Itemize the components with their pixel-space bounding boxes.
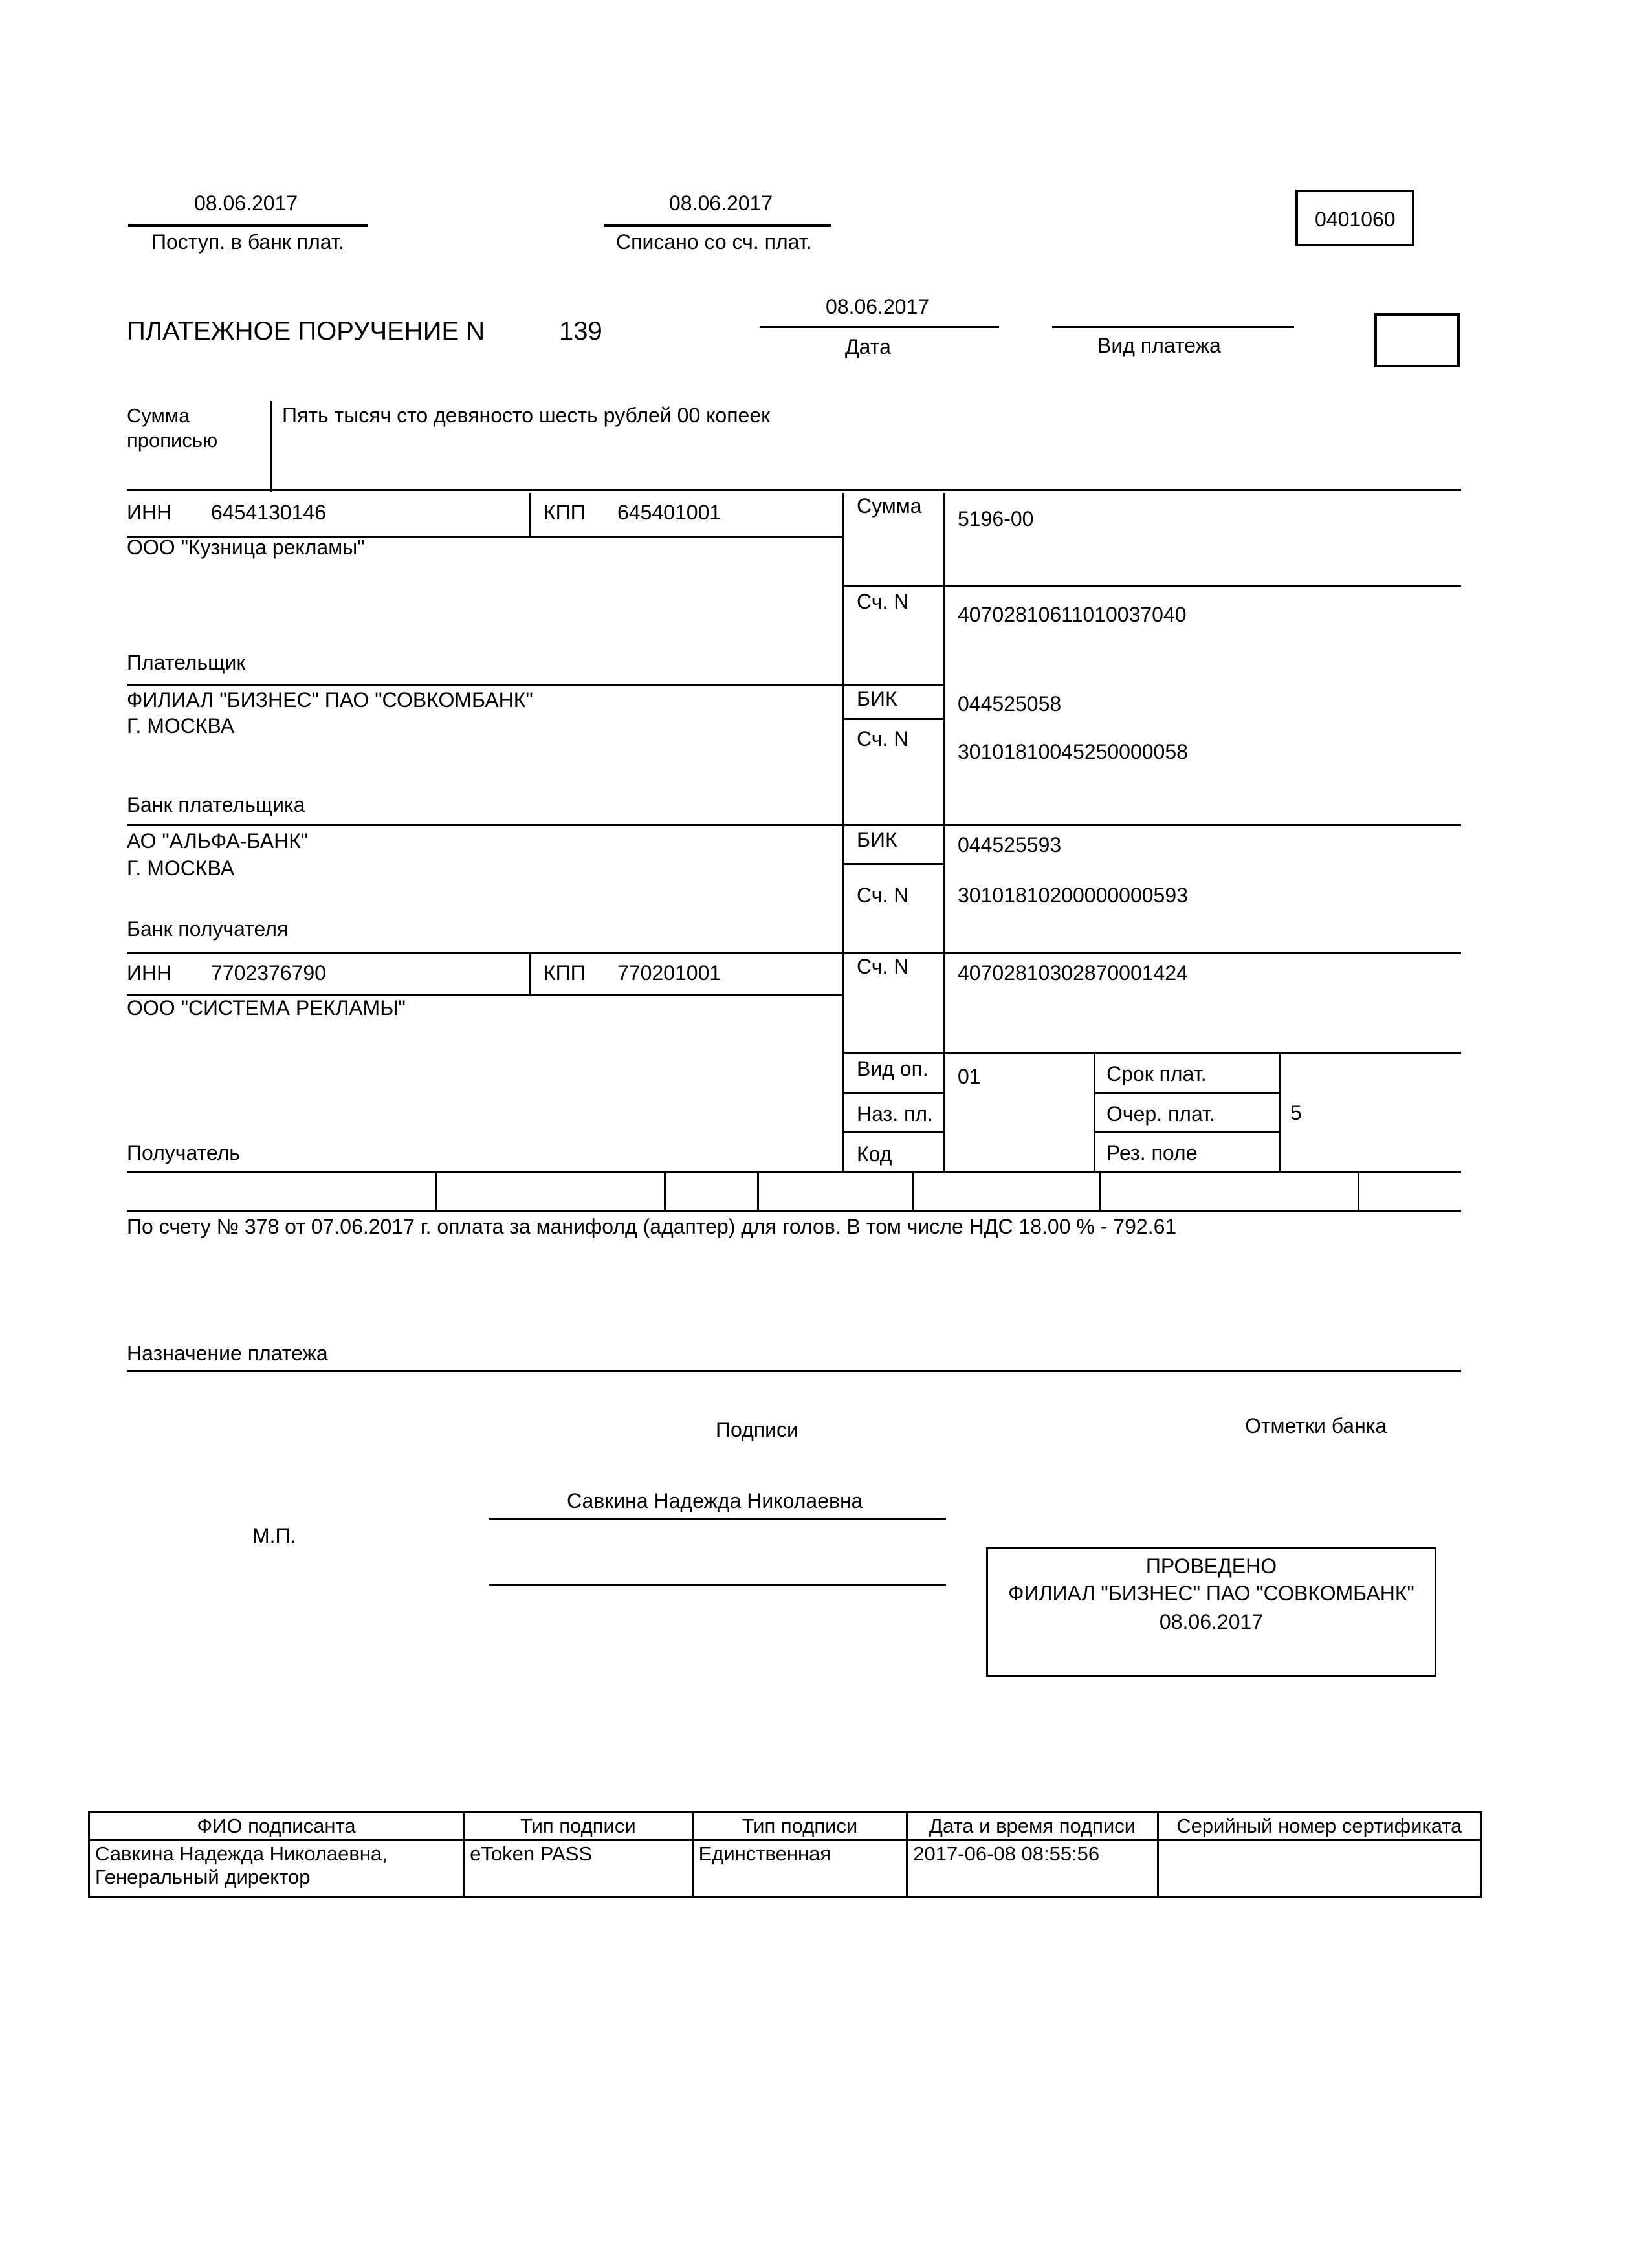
divider: [127, 1210, 1461, 1212]
divider: [1052, 326, 1294, 328]
signature-line: [489, 1584, 946, 1586]
order-number: 139: [559, 317, 602, 345]
signature-datetime-cell: 2017-06-08 08:55:56: [907, 1840, 1158, 1897]
divider: [943, 493, 945, 1172]
stamp-date: 08.06.2017: [1159, 1610, 1264, 1633]
payer-inn-label: ИНН: [127, 501, 172, 524]
divider: [760, 326, 999, 328]
divider: [128, 224, 368, 227]
purpose-label: Назначение платежа: [127, 1342, 328, 1365]
payer-name: ООО "Кузница рекламы": [127, 536, 365, 559]
priority-value: 5: [1290, 1101, 1302, 1124]
divider: [912, 1171, 914, 1211]
divider: [1279, 1052, 1281, 1172]
payee-bank-bik-label: БИК: [857, 828, 897, 851]
amount-words-label: Сумма прописью: [127, 404, 218, 452]
signer-position-cell: Генеральный директор: [95, 1866, 311, 1888]
purpose-text: По счету № 378 от 07.06.2017 г. оплата за манифолд (адаптер) для голов. В том числе НДС 18.00 % - 792.61: [127, 1215, 1177, 1238]
signature-type-cell: eToken PASS: [464, 1840, 692, 1897]
divider: [127, 824, 1461, 826]
payer-account-label: Сч. N: [857, 590, 909, 613]
column-header: Серийный номер сертификата: [1158, 1813, 1480, 1840]
divider: [1358, 1171, 1359, 1211]
reserve-label: Рез. поле: [1106, 1141, 1198, 1164]
divider: [127, 952, 1461, 954]
divider: [842, 1052, 1461, 1054]
divider: [842, 863, 945, 865]
sum-label: Сумма: [857, 494, 922, 518]
payer-label: Плательщик: [127, 651, 246, 674]
divider: [270, 401, 272, 492]
divider: [127, 684, 945, 686]
payer-kpp: 645401001: [617, 501, 721, 524]
column-header: ФИО подписанта: [89, 1813, 464, 1840]
payee-inn-label: ИНН: [127, 961, 172, 985]
divider: [1099, 1171, 1101, 1211]
divider: [842, 1092, 945, 1094]
payer-bank-account: 30101810045250000058: [958, 740, 1188, 763]
divider: [1094, 1131, 1280, 1133]
op-type-value: 01: [958, 1065, 981, 1088]
divider: [127, 994, 844, 996]
op-type-label: Вид оп.: [857, 1057, 929, 1080]
sum-value: 5196-00: [958, 507, 1034, 530]
payee-kpp-label: КПП: [544, 961, 586, 985]
date-label: Дата: [845, 335, 891, 358]
bank-processed-stamp: [986, 1547, 1436, 1677]
debited-date: 08.06.2017: [669, 191, 773, 215]
signer-cell: [89, 1840, 464, 1897]
payee-bank-account-label: Сч. N: [857, 884, 909, 907]
payer-kpp-label: КПП: [544, 501, 586, 524]
divider: [1094, 1092, 1280, 1094]
stamp-status: ПРОВЕДЕНО: [1145, 1554, 1277, 1578]
payee-bank-name: АО "АЛЬФА-БАНК": [127, 829, 309, 853]
payee-account-label: Сч. N: [857, 955, 909, 978]
payer-account: 40702810611010037040: [958, 603, 1187, 626]
divider: [127, 1370, 1461, 1372]
divider: [529, 493, 531, 537]
divider: [664, 1171, 666, 1211]
payee-inn: 7702376790: [211, 961, 326, 985]
divider: [757, 1171, 759, 1211]
payee-account: 40702810302870001424: [958, 961, 1188, 985]
signatures-label: Подписи: [716, 1418, 798, 1441]
payee-kpp: 770201001: [617, 961, 721, 985]
amount-words: Пять тысяч сто девяносто шесть рублей 00 копеек: [282, 404, 771, 427]
payer-bank-city: Г. МОСКВА: [127, 714, 235, 737]
priority-label: Очер. плат.: [1106, 1102, 1216, 1126]
payer-bank-bik-label: БИК: [857, 687, 897, 710]
debited-label: Списано со сч. плат.: [616, 230, 812, 254]
signer-name: Савкина Надежда Николаевна: [567, 1489, 863, 1512]
signature-table: [88, 1811, 1482, 1898]
payer-bank-label: Банк плательщика: [127, 793, 305, 816]
divider: [842, 585, 1461, 587]
certificate-serial-cell: [1158, 1840, 1480, 1897]
received-date: 08.06.2017: [194, 191, 298, 215]
signature-kind-cell: Единственная: [692, 1840, 907, 1897]
signer-name-cell: Савкина Надежда Николаевна,: [95, 1842, 388, 1865]
document-title: ПЛАТЕЖНОЕ ПОРУЧЕНИЕ N: [127, 317, 485, 345]
divider: [1094, 1052, 1095, 1172]
payer-inn: 6454130146: [211, 501, 326, 524]
payer-bank-name: ФИЛИАЛ "БИЗНЕС" ПАО "СОВКОМБАНК": [127, 688, 533, 712]
divider: [529, 952, 531, 996]
payer-bank-account-label: Сч. N: [857, 727, 909, 750]
divider: [842, 493, 844, 1172]
column-header: Дата и время подписи: [907, 1813, 1158, 1840]
payer-bank-bik: 044525058: [958, 692, 1062, 715]
stamp-place-label: М.П.: [252, 1524, 296, 1547]
divider: [435, 1171, 437, 1211]
code-label: Код: [857, 1142, 892, 1166]
divider: [604, 224, 831, 227]
payee-bank-bik: 044525593: [958, 833, 1062, 856]
payee-name: ООО "СИСТЕМА РЕКЛАМЫ": [127, 996, 406, 1020]
divider: [842, 718, 945, 720]
bank-marks-label: Отметки банка: [1245, 1414, 1387, 1437]
payee-bank-account: 30101810200000000593: [958, 884, 1188, 907]
signature-table-header: [89, 1813, 1481, 1840]
due-label: Срок плат.: [1106, 1062, 1207, 1085]
priority-code-box: [1374, 313, 1460, 367]
order-date: 08.06.2017: [826, 295, 930, 318]
divider: [127, 489, 1461, 491]
divider: [127, 1171, 1461, 1173]
form-code-box: [1295, 190, 1414, 246]
table-row: [89, 1840, 1481, 1897]
payee-bank-label: Банк получателя: [127, 917, 289, 941]
column-header: Тип подписи: [464, 1813, 692, 1840]
received-label: Поступ. в банк плат.: [151, 230, 344, 254]
payee-label: Получатель: [127, 1141, 240, 1164]
payment-type-label: Вид платежа: [1097, 334, 1221, 357]
divider: [842, 1131, 945, 1133]
purpose-type-label: Наз. пл.: [857, 1102, 933, 1126]
form-code: 0401060: [1315, 208, 1396, 231]
payee-bank-city: Г. МОСКВА: [127, 856, 235, 880]
signature-line: [489, 1518, 946, 1520]
stamp-bank: ФИЛИАЛ "БИЗНЕС" ПАО "СОВКОМБАНК": [1008, 1582, 1414, 1605]
column-header: Тип подписи: [692, 1813, 907, 1840]
